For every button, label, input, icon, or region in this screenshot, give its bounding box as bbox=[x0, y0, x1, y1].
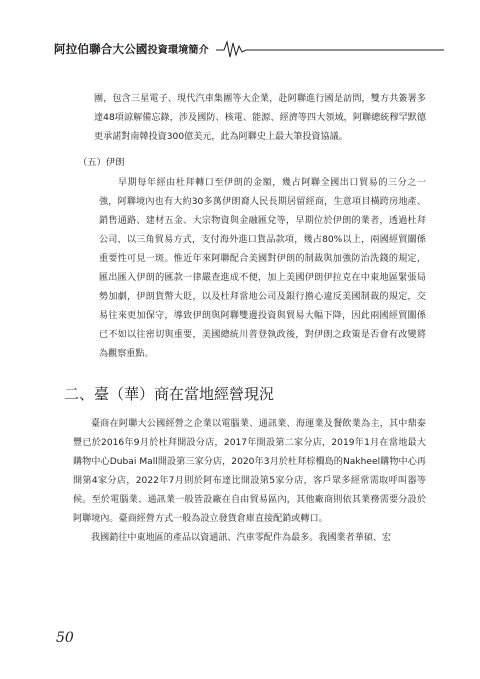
header-title bbox=[54, 41, 209, 57]
paragraph-iran: 早期每年經由杜拜轉口至伊朗的金額，幾占阿聯全國出口貿易的三分之一強，阿聯境內也有大約30多萬伊朗裔人民長期居留經商，生意項目橫跨房地產、銷售通路、建材五金、大宗物資與金融匯兌等，早期位於伊朗的業者，透過杜拜公司，以三角貿易方式，支付海外進口貨品款項，幾占80%以上，兩國經貿關係重要性可見一斑。惟近年來阿聯配合美國對伊朗的制裁與加強防治洗錢的規定，匯出匯入伊朗的匯款一律嚴查進成不便，加上美國伊朗伊拉克在中東地區緊張局勢加劇，伊朗貨幣大貶，以及杜拜當地公司及銀行擔心違反美國制裁的規定，交易往來更加保守，導致伊朗與阿聯雙邊投資與貿易大幅下降，因此兩國經貿關係已不如以往密切與重要，美國總統川普登執政後，對伊朗之政策是否會有改變將為觀察重點。 bbox=[99, 178, 426, 359]
paragraph-export-products: 我國銷往中東地區的產品以資通訊、汽車零配件為最多。我國業者華碩、宏 bbox=[91, 533, 392, 543]
header-title-sub: 投資環境簡介 bbox=[147, 45, 209, 56]
section-heading-taiwanese-business: 二、臺（華）商在當地經營現況 bbox=[64, 385, 275, 403]
paragraph-korea-continued: 團，包含三星電子、現代汽車集團等大企業，赴阿聯進行國是訪問，雙方共簽署多達48項諒解備忘錄，涉及國防、核電、能源、經濟等四大領域，阿聯總統穆罕默德更承諾對南韓投資300億美元，此為阿聯史上最大筆投資協議。 bbox=[94, 94, 426, 142]
page-number: 50 bbox=[56, 630, 74, 646]
paragraph-taiwanese-business: 臺商在阿聯大公國經營之企業以電腦業、通訊業、海運業及餐飲業為主，其中鼎泰豐已於2016年9月於杜拜開設分店，2017年開設第二家分店，2019年1月在當地最大購物中心Dubai Mall開設第三家分店，2020年3月於杜拜棕櫚島的Nakheel購物中心再開第4家分店，2022年7月則於阿布達比開設第5家分店，客戶眾多經常需取呼叫器等候。至於電腦業、通訊業一般皆設廠在自由貿易區內，其他廠商則依其業務需要分設於阿聯境內。臺商經營方式一般為設立發貨倉庫直接配銷或轉口。 bbox=[73, 419, 426, 524]
running-header bbox=[54, 38, 444, 60]
subheading-iran: （五）伊朗 bbox=[78, 157, 125, 168]
heartbeat-line-decoration bbox=[216, 38, 444, 60]
page-content bbox=[64, 90, 426, 548]
header-title-main: 阿拉伯聯合大公國 bbox=[54, 42, 148, 56]
